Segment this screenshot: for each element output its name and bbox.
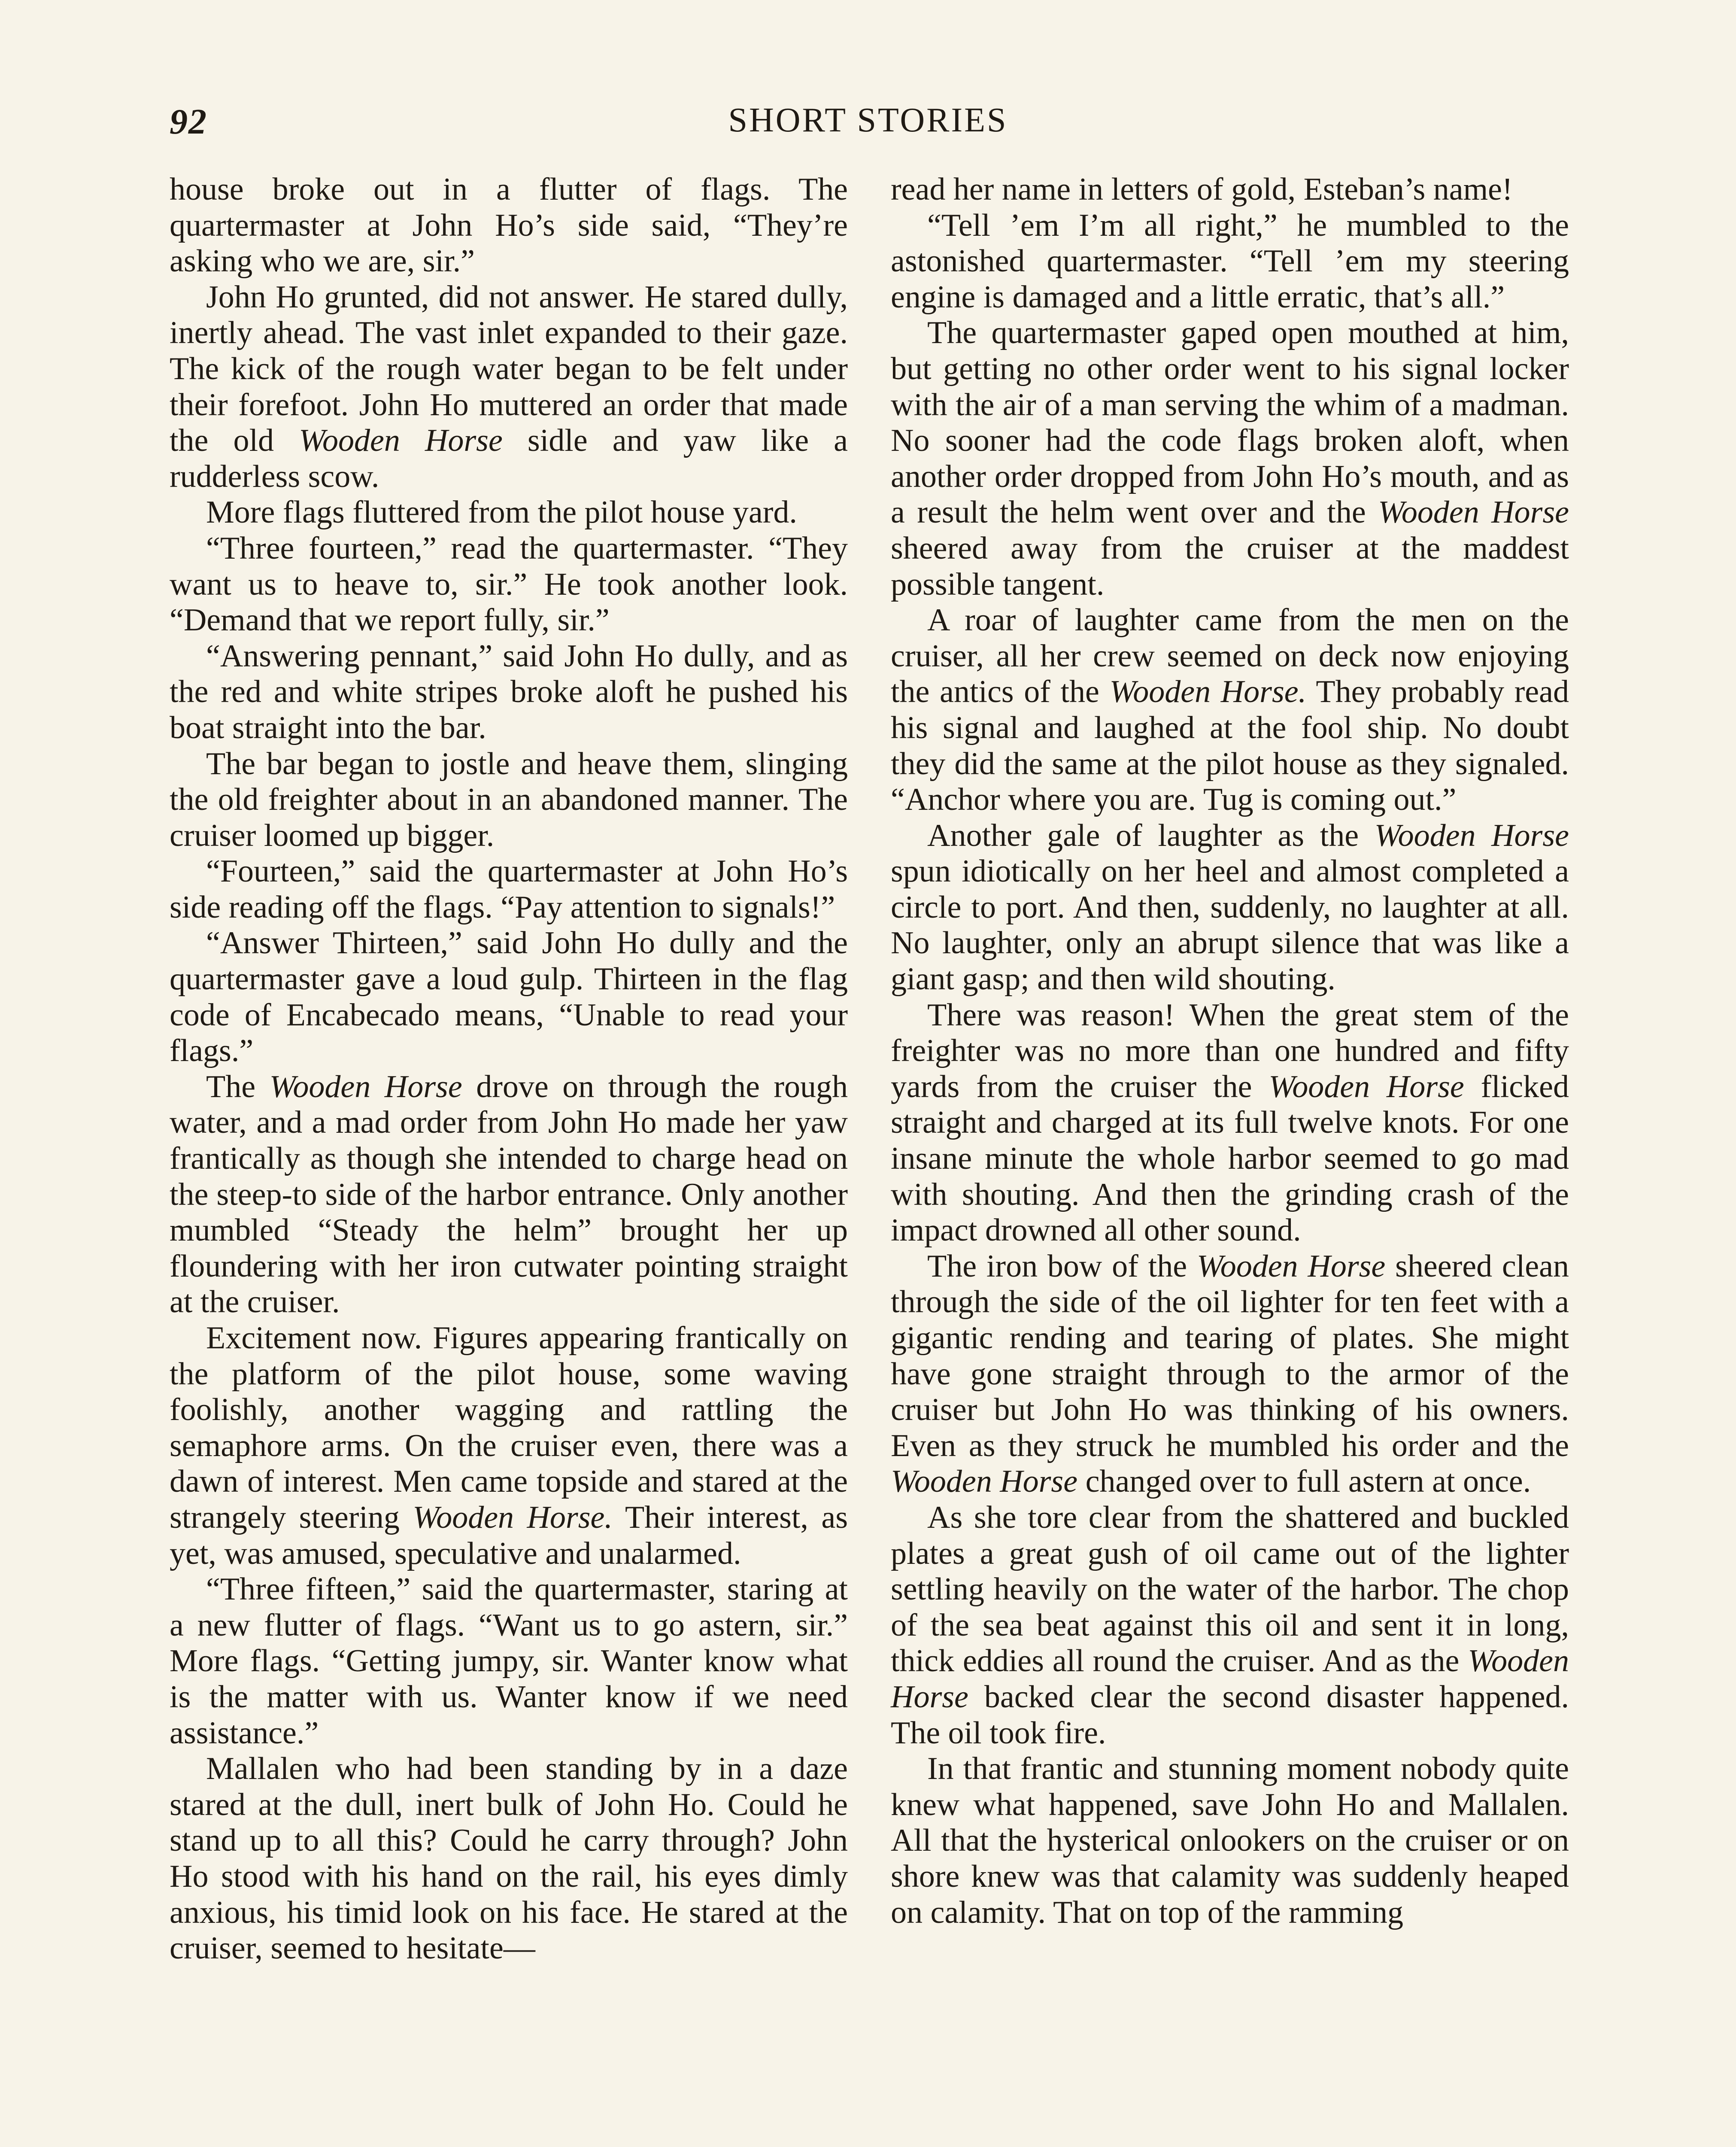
paragraph	[170, 639, 848, 746]
paragraph-text: As she tore clear from the shattered and buckled plates a great gush of oil came out of the lighter settling heavily on the water of the harbor. The chop of the sea beat against this oil and sent it in long, thick eddies all round the cruiser. And as the	[891, 1499, 1569, 1679]
paragraph-text: house broke out in a flutter of flags. The quartermaster at John Ho’s side said, “They’re asking who we are, sir.”	[170, 172, 848, 279]
paragraph-text: spun idiotically on her heel and almost completed a circle to port. And then, suddenly, no laughter at all. No laughter, only an abrupt silence that was like a giant gasp; and then wild shouting.	[891, 854, 1569, 997]
right-text-column	[891, 172, 1569, 1931]
paragraph-text: sheered clean through the side of the oil lighter for ten feet with a gigantic rending and tearing of plates. She might have gone straight through to the armor of the cruiser but John Ho was thinking of his owners. Even as they struck he mumbled his order and the	[891, 1248, 1569, 1463]
paragraph	[891, 997, 1569, 1249]
paragraph	[170, 1320, 848, 1572]
paragraph	[891, 208, 1569, 316]
ship-name-italic: Wooden Horse	[1378, 495, 1569, 530]
paragraph-text: “Answering pennant,” said John Ho dully, and as the red and white stripes broke aloft he pushed his boat straight into the bar.	[170, 638, 848, 745]
paragraph	[891, 315, 1569, 602]
paragraph	[170, 854, 848, 925]
paragraph	[891, 818, 1569, 997]
ship-name-italic: Wooden Horse.	[413, 1499, 613, 1535]
paragraph-text: John Ho grunted, did not answer. He stared dully, inertly ahead. The vast inlet expanded to their gaze. The kick of the rough water began to be felt under their forefoot. John Ho muttered an order that made the old	[170, 279, 848, 459]
paragraph-text: The iron bow of the	[927, 1248, 1197, 1284]
paragraph-text: Another gale of laughter as the	[927, 818, 1375, 853]
ship-name-italic: Wooden Horse	[269, 1069, 462, 1104]
paragraph-text: “Answer Thirteen,” said John Ho dully and the quartermaster gave a loud gulp. Thirteen in the flag code of Encabecado means, “Unable to read your flags.”	[170, 925, 848, 1069]
paragraph	[170, 746, 848, 854]
paragraph-text: The quartermaster gaped open mouthed at him, but getting no other order went to his signal locker with the air of a man serving the whim of a madman. No sooner had the code flags broken aloft, when another order dropped from John Ho’s mouth, and as a result the helm went over and the	[891, 315, 1569, 530]
paragraph-text: In that frantic and stunning moment nobody quite knew what happened, save John Ho and Mallalen. All that the hysterical onlookers on the cruiser or on shore knew was that calamity was suddenly heaped on calamity. That on top of the ramming	[891, 1751, 1569, 1930]
paragraph-text: backed clear the second disaster happened. The oil took fire.	[891, 1679, 1569, 1751]
paragraph-text: Their interest, as yet, was amused, speculative and unalarmed.	[170, 1499, 848, 1571]
ship-name-italic: Wooden Horse	[891, 1643, 1569, 1715]
paragraph	[891, 1500, 1569, 1751]
paragraph	[891, 602, 1569, 818]
paragraph-text: Excitement now. Figures appearing frantically on the platform of the pilot house, some waving foolishly, another wagging and rattling the semaphore arms. On the cruiser even, there was a dawn of interest. Men came topside and stared at the strangely steering	[170, 1320, 848, 1535]
ship-name-italic: Wooden Horse.	[1109, 674, 1307, 710]
left-text-column	[170, 172, 848, 1967]
paragraph	[170, 531, 848, 639]
ship-name-italic: Wooden Horse	[891, 1464, 1078, 1499]
paragraph-text: read her name in letters of gold, Esteban’s name!	[891, 172, 1513, 207]
paragraph-text: “Three fifteen,” said the quartermaster, staring at a new flutter of flags. “Want us to go astern, sir.” More flags. “Getting jumpy, sir. Wanter know what is the matter with us. Wanter know if we need assistance.”	[170, 1572, 848, 1751]
paragraph	[170, 925, 848, 1069]
page-header	[170, 101, 1566, 157]
paragraph-text: sheered away from the cruiser at the maddest possible tangent.	[891, 530, 1569, 602]
paragraph-text: flicked straight and charged at its full twelve knots. For one insane minute the whole harbor seemed to go mad with shouting. And then the grinding crash of the impact drowned all other sound.	[891, 1069, 1569, 1248]
paragraph-text: “Fourteen,” said the quartermaster at John Ho’s side reading off the flags. “Pay attention to signals!”	[170, 854, 848, 925]
running-title: SHORT STORIES	[728, 101, 1008, 139]
paragraph-text: The	[206, 1069, 270, 1104]
paragraph-text: changed over to full astern at once.	[1077, 1464, 1531, 1499]
paragraph	[170, 1069, 848, 1320]
paragraph-text: More flags fluttered from the pilot house yard.	[206, 495, 797, 530]
paragraph	[891, 1249, 1569, 1500]
paragraph	[170, 1751, 848, 1967]
paragraph-text: A roar of laughter came from the men on the cruiser, all her crew seemed on deck now enjoying the antics of the	[891, 602, 1569, 710]
paragraph	[891, 172, 1569, 208]
paragraph-text: sidle and yaw like a rudderless scow.	[170, 423, 848, 494]
paragraph	[170, 1572, 848, 1751]
paragraph-text: “Three fourteen,” read the quartermaster. “They want us to heave to, sir.” He took another look. “Demand that we report fully, sir.”	[170, 530, 848, 638]
paragraph-text: There was reason! When the great stem of the freighter was no more than one hundred and fifty yards from the cruiser the	[891, 997, 1569, 1104]
page-number: 92	[170, 102, 207, 142]
paragraph	[170, 495, 848, 531]
paragraph	[170, 172, 848, 280]
paragraph-text: The bar began to jostle and heave them, slinging the old freighter about in an abandoned manner. The cruiser loomed up bigger.	[170, 746, 848, 853]
ship-name-italic: Wooden Horse	[1269, 1069, 1464, 1104]
ship-name-italic: Wooden Horse	[1374, 818, 1569, 853]
paragraph	[891, 1751, 1569, 1931]
ship-name-italic: Wooden Horse	[1196, 1248, 1386, 1284]
paragraph-text: drove on through the rough water, and a mad order from John Ho made her yaw frantically as though she intended to charge head on the steep-to side of the harbor entrance. Only another mumbled “Steady the helm” brought her up floundering with her iron cutwater pointing straight at the cruiser.	[170, 1069, 848, 1320]
paragraph-text: “Tell ’em I’m all right,” he mumbled to the astonished quartermaster. “Tell ’em my steering engine is damaged and a little erratic, that’s all.”	[891, 207, 1569, 315]
paragraph-text: They probably read his signal and laughed at the fool ship. No doubt they did the same at the pilot house as they signaled. “Anchor where you are. Tug is coming out.”	[891, 674, 1569, 818]
paragraph	[170, 280, 848, 495]
ship-name-italic: Wooden Horse	[299, 423, 503, 459]
paragraph-text: Mallalen who had been standing by in a daze stared at the dull, inert bulk of John Ho. Could he stand up to all this? Could he carry through? John Ho stood with his hand on the rail, his eyes dimly anxious, his timid look on his face. He stared at the cruiser, seemed to hesitate—	[170, 1751, 848, 1966]
